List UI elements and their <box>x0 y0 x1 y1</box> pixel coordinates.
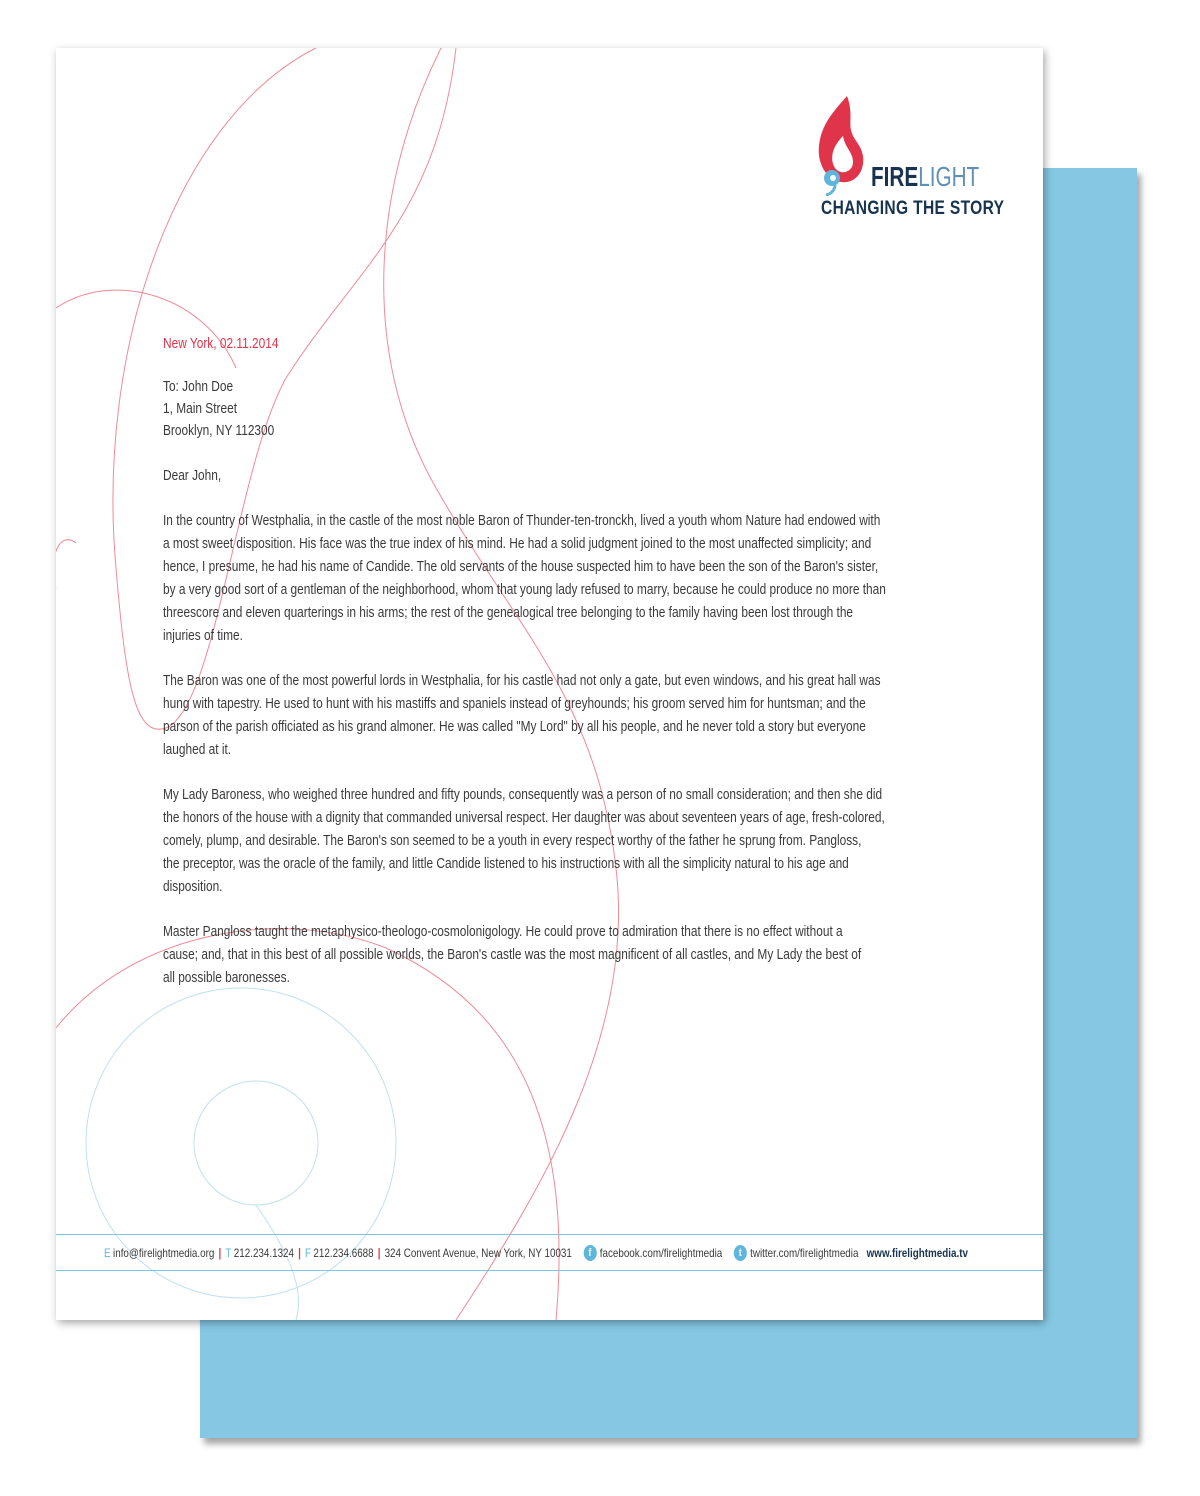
fax-label: F <box>304 1246 311 1260</box>
phone-label: T <box>225 1246 232 1260</box>
swirl-left-hook <box>56 540 76 588</box>
paragraph-line: disposition. <box>163 879 223 895</box>
footer-rule-top <box>56 1234 1043 1235</box>
brand-name-light: LIGHT <box>918 161 980 192</box>
footer-facebook[interactable]: facebook.com/firelightmedia <box>599 1246 723 1260</box>
footer-website[interactable]: www.firelightmedia.tv <box>866 1246 968 1260</box>
facebook-icon[interactable]: f <box>583 1245 596 1261</box>
paragraph-line: all possible baronesses. <box>163 970 290 986</box>
footer-phone[interactable]: 212.234.1324 <box>233 1246 294 1260</box>
paragraph-line: comely, plump, and desirable. The Baron's son seemed to be a youth in every respect worthy of the father he sprung from. Pangloss, <box>163 833 862 849</box>
firelight-logo <box>813 96 1005 226</box>
footer-separator: | <box>298 1246 301 1260</box>
paragraph-line: Master Pangloss taught the metaphysico-theologo-cosmolonigology. He could prove to admiration that there is no effect without a <box>163 924 843 940</box>
footer-separator: | <box>218 1246 222 1260</box>
footer-separator: | <box>377 1246 381 1260</box>
date-line: New York, 02.11.2014 <box>163 336 279 352</box>
salutation: Dear John, <box>163 468 222 484</box>
paragraph-line: laughed at it. <box>163 742 232 758</box>
paragraph-line: by a very good sort of a gentleman of the neighborhood, whom that young lady refused to marry, because he could produce no more than <box>163 582 886 598</box>
paragraph-line: the preceptor, was the oracle of the family, and little Candide listened to his instructions with all the simplicity natural to his age and <box>163 856 849 872</box>
footer-twitter[interactable]: twitter.com/firelightmedia <box>750 1246 859 1260</box>
footer-contact-bar <box>104 1243 968 1263</box>
paragraph-line: threescore and eleven quarterings in his arms; the rest of the genealogical tree belonging to the family having been lost through the <box>163 605 854 621</box>
footer-rule-bottom <box>56 1270 1043 1271</box>
paragraph-line: cause; and, that in this best of all possible worlds, the Baron's castle was the most magnificent of all castles, and My Lady the best of <box>163 947 862 963</box>
paragraph-line: My Lady Baroness, who weighed three hundred and fifty pounds, consequently was a person of no small consideration; and then she did <box>163 787 883 803</box>
swirl-circle-inner <box>194 1081 318 1205</box>
brand-tagline: CHANGING THE STORY <box>821 198 1005 219</box>
paragraph-line: In the country of Westphalia, in the castle of the most noble Baron of Thunder-ten-tronckh, lived a youth whom Nature had endowed with <box>163 513 881 529</box>
letter-body <box>163 333 963 990</box>
paragraph-line: parson of the parish officiated as his grand almoner. He was called "My Lord" by all his people, and he never told a story but everyone <box>163 719 866 735</box>
paragraph-line: the honors of the house with a dignity that commanded universal respect. Her daughter was about seventeen years of age, fresh-colored, <box>163 810 885 826</box>
paragraph-3 <box>163 784 963 899</box>
paragraph-line: hence, I presume, he had his name of Candide. The old servants of the house suspected him to have been the son of the Baron's sister, <box>163 559 879 575</box>
email-label: E <box>104 1246 111 1260</box>
twitter-icon[interactable]: t <box>734 1245 747 1261</box>
recipient-line: To: John Doe <box>163 379 234 395</box>
footer-address: 324 Convent Avenue, New York, NY 10031 <box>384 1246 572 1260</box>
paragraph-line: The Baron was one of the most powerful lords in Westphalia, for his castle had not only a gate, but even windows, and his great hall was <box>163 673 881 689</box>
paragraph-2 <box>163 670 963 762</box>
footer-email[interactable]: info@firelightmedia.org <box>113 1246 215 1260</box>
recipient-line: 1, Main Street <box>163 401 238 417</box>
brand-name-fire: FIRE <box>871 161 919 192</box>
comma-swirl-icon <box>821 168 843 196</box>
paragraph-line: injuries of time. <box>163 628 243 644</box>
paragraph-line: hung with tapestry. He used to hunt with his mastiffs and spaniels instead of greyhounds; his groom served him for huntsman; and the <box>163 696 866 712</box>
brand-name <box>871 162 979 192</box>
recipient-line: Brooklyn, NY 112300 <box>163 423 275 439</box>
footer-fax: 212.234.6688 <box>313 1246 374 1260</box>
paragraph-1 <box>163 510 963 648</box>
letterhead-page <box>56 48 1043 1320</box>
paragraph-line: a most sweet disposition. His face was the true index of his mind. He had a solid judgment joined to the most unaffected simplicity; and <box>163 536 872 552</box>
paragraph-4 <box>163 921 963 990</box>
